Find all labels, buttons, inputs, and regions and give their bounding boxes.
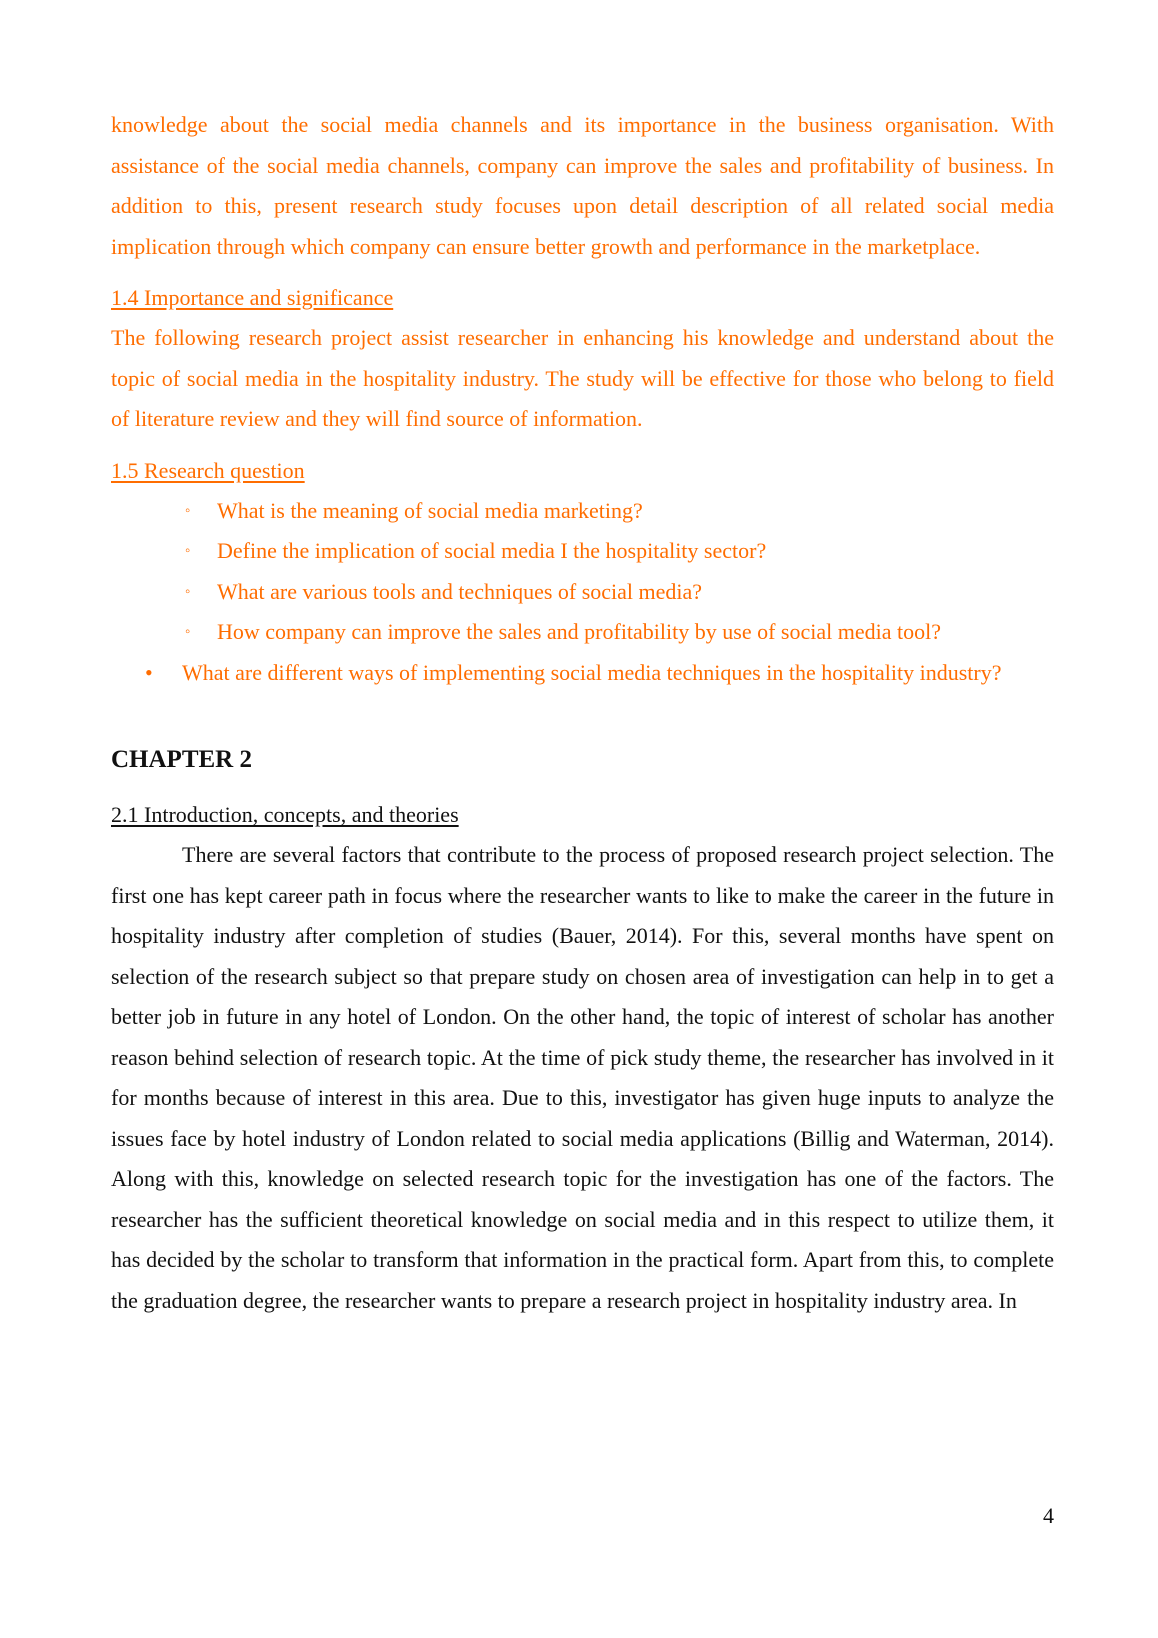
chapter-title: CHAPTER 2 — [111, 746, 252, 773]
research-question-main-text: What are different ways of implementing social media techniques in the hospitality industry? — [182, 659, 1002, 685]
research-question-item — [111, 531, 1054, 572]
research-question-item — [111, 612, 1054, 653]
intro-paragraph: knowledge about the social media channels and its importance in the business organisation. With assistance of the social media channels, company can improve the sales and profitability of business. In addition to this, present research study focuses upon detail description of all related social media implication through which company can ensure better growth and performance in the marketplace. — [111, 112, 1054, 259]
section-1-4-body: The following research project assist researcher in enhancing his knowledge and understand about the topic of social media in the hospitality industry. The study will be effective for those who belong to field of literature review and they will find source of information. — [111, 325, 1054, 431]
page-content — [111, 105, 1054, 1321]
research-question-text: What is the meaning of social media marketing? — [217, 497, 643, 523]
section-heading-1-4: 1.4 Importance and significance — [111, 285, 394, 310]
hollow-bullet-icon: ◦ — [185, 624, 191, 640]
hollow-bullet-icon: ◦ — [185, 502, 191, 519]
section-heading-2-1: 2.1 Introduction, concepts, and theories — [111, 802, 459, 827]
filled-bullet-icon: • — [145, 659, 153, 685]
section-2-1-body: There are several factors that contribute to the process of proposed research project selection. The first one has kept career path in focus where the researcher wants to like to make the career in the future in hospitality industry after completion of studies (Bauer, 2014). For this, several months have spent on selection of the research subject so that prepare study on chosen area of investigation can help in to get a better job in future in any hotel of London. On the other hand, the topic of interest of scholar has another reason behind selection of research topic. At the time of pick study theme, the researcher has involved in it for months because of interest in this area. Due to this, investigator has given huge inputs to analyze the issues face by hotel industry of London related to social media applications (Billig and Waterman, 2014). Along with this, knowledge on selected research topic for the investigation has one of the factors. The researcher has the sufficient theoretical knowledge on social media and in this respect to utilize them, it has decided by the scholar to transform that information in the practical form. Apart from this, to complete the graduation degree, the researcher wants to prepare a research project in hospitality industry area. In — [111, 842, 1054, 1313]
page-number: 4 — [1043, 1503, 1054, 1528]
section-heading-1-5: 1.5 Research question — [111, 457, 305, 483]
hollow-bullet-icon: ◦ — [185, 583, 191, 600]
hollow-bullet-icon: ◦ — [185, 543, 191, 559]
research-question-text: What are various tools and techniques of social media? — [217, 578, 703, 604]
research-question-list — [111, 491, 1054, 694]
research-question-text: How company can improve the sales and profitability by use of social media tool? — [217, 619, 941, 644]
research-question-item — [111, 572, 1054, 613]
research-question-main-item — [111, 653, 1054, 694]
research-question-text: Define the implication of social media I the hospitality sector? — [217, 538, 767, 563]
research-question-item — [111, 491, 1054, 532]
